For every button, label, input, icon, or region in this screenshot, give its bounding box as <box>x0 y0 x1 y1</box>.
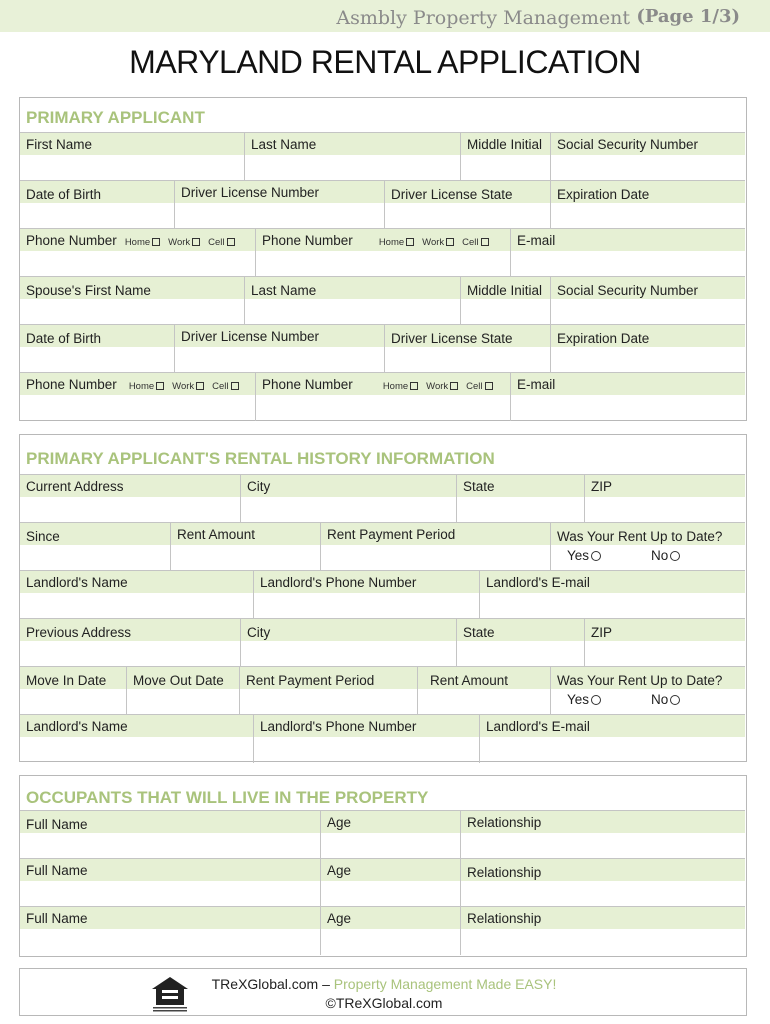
landlord-name-field[interactable] <box>20 571 253 619</box>
footer-site[interactable]: TReXGlobal.com <box>211 976 319 992</box>
move-in-field[interactable] <box>20 667 126 715</box>
spouse-expiration-field[interactable] <box>550 325 745 373</box>
spouse-last-name-field[interactable] <box>244 277 460 325</box>
field-label: Phone Number Home Work Cell <box>256 229 510 251</box>
field-label: Relationship <box>461 859 745 881</box>
field-label: Middle Initial <box>461 133 550 155</box>
occupants-section <box>19 775 747 957</box>
field-label: Full Name <box>20 811 320 833</box>
rent-period-field[interactable] <box>239 667 417 715</box>
form-row <box>20 522 745 570</box>
field-label: Driver License Number <box>175 181 384 203</box>
footer-copyright: ©TReXGlobal.com <box>325 995 443 1011</box>
first-name-field[interactable] <box>20 133 244 181</box>
full-name-field[interactable] <box>20 859 320 907</box>
expiration-field[interactable] <box>550 181 745 229</box>
field-label: Landlord's Phone Number <box>254 571 479 593</box>
field-label: City <box>241 475 456 497</box>
field-label: Rent Payment Period <box>240 667 417 689</box>
middle-initial-field[interactable] <box>460 133 550 181</box>
phone-field[interactable] <box>20 229 255 277</box>
field-label: Social Security Number <box>551 133 745 155</box>
yes-radio[interactable] <box>591 551 601 561</box>
field-label: City <box>241 619 456 641</box>
field-label: Full Name <box>20 859 320 881</box>
form-row <box>20 666 745 714</box>
field-label: ZIP <box>585 475 745 497</box>
spouse-dl-state-field[interactable] <box>384 325 550 373</box>
section-heading: OCCUPANTS THAT WILL LIVE IN THE PROPERTY <box>26 788 429 807</box>
form-row <box>20 180 745 228</box>
cell-checkbox[interactable] <box>231 382 239 390</box>
footer-dash: – <box>318 976 334 992</box>
field-label: Move In Date <box>20 667 126 689</box>
dl-number-field[interactable] <box>174 181 384 229</box>
field-label: Landlord's E-mail <box>480 715 745 737</box>
spouse-dob-field[interactable] <box>20 325 174 373</box>
field-label: Expiration Date <box>551 325 745 347</box>
spouse-phone-field[interactable] <box>255 373 510 421</box>
yes-option[interactable]: Yes <box>567 548 601 563</box>
field-label: Phone Number Home Work Cell <box>256 373 510 395</box>
field-label: Rent Amount <box>418 667 550 689</box>
header-bar <box>0 0 770 32</box>
email-field[interactable] <box>510 229 745 277</box>
field-label: E-mail <box>511 373 745 395</box>
zip-field[interactable] <box>584 619 745 667</box>
field-label: Driver License State <box>385 325 550 347</box>
no-radio[interactable] <box>670 695 680 705</box>
form-row <box>20 714 745 762</box>
form-row <box>20 618 745 666</box>
field-label: State <box>457 619 584 641</box>
cell-checkbox[interactable] <box>481 238 489 246</box>
home-checkbox[interactable] <box>410 382 418 390</box>
no-option[interactable]: No <box>651 548 680 563</box>
zip-field[interactable] <box>584 475 745 523</box>
work-checkbox[interactable] <box>450 382 458 390</box>
footer <box>19 968 747 1016</box>
field-label: Age <box>321 811 460 833</box>
form-row <box>20 474 745 522</box>
primary-applicant-section <box>19 97 747 421</box>
city-field[interactable] <box>240 619 456 667</box>
yes-option[interactable]: Yes <box>567 692 601 707</box>
work-checkbox[interactable] <box>192 238 200 246</box>
field-label: ZIP <box>585 619 745 641</box>
field-label: Move Out Date <box>127 667 239 689</box>
cell-checkbox[interactable] <box>485 382 493 390</box>
company-name: Asmbly Property Management <box>336 7 630 29</box>
spouse-first-name-field[interactable] <box>20 277 244 325</box>
city-field[interactable] <box>240 475 456 523</box>
field-label: Date of Birth <box>20 181 174 203</box>
field-label: Relationship <box>461 811 745 833</box>
work-checkbox[interactable] <box>196 382 204 390</box>
field-label: E-mail <box>511 229 745 251</box>
landlord-email-field[interactable] <box>479 715 745 763</box>
occupant-row <box>20 810 745 858</box>
spouse-phone-field[interactable] <box>20 373 255 421</box>
field-label: Date of Birth <box>20 325 174 347</box>
field-label: Rent Payment Period <box>321 523 550 545</box>
phone-field[interactable] <box>255 229 510 277</box>
field-label: Driver License State <box>385 181 550 203</box>
landlord-email-field[interactable] <box>479 571 745 619</box>
field-label: Landlord's Name <box>20 571 253 593</box>
field-label: Since <box>20 523 170 545</box>
spouse-email-field[interactable] <box>510 373 745 421</box>
field-label: Expiration Date <box>551 181 745 203</box>
field-label: State <box>457 475 584 497</box>
field-label: Social Security Number <box>551 277 745 299</box>
relationship-field[interactable] <box>460 907 745 955</box>
home-checkbox[interactable] <box>152 238 160 246</box>
rent-up-to-date-field <box>550 667 745 715</box>
landlord-phone-field[interactable] <box>253 715 479 763</box>
field-label: First Name <box>20 133 244 155</box>
home-checkbox[interactable] <box>156 382 164 390</box>
current-address-field[interactable] <box>20 475 240 523</box>
rental-history-section <box>19 434 747 762</box>
spouse-ssn-field[interactable] <box>550 277 745 325</box>
field-label: Was Your Rent Up to Date? <box>551 667 745 689</box>
spouse-dl-number-field[interactable] <box>174 325 384 373</box>
field-label: Phone Number Home Work Cell <box>20 373 255 395</box>
cell-checkbox[interactable] <box>227 238 235 246</box>
footer-tagline: Property Management Made EASY! <box>333 976 557 992</box>
form-row <box>20 132 745 180</box>
rent-amount-field[interactable] <box>417 667 550 715</box>
section-heading: PRIMARY APPLICANT <box>26 108 205 127</box>
occupant-row <box>20 906 745 954</box>
spouse-middle-initial-field[interactable] <box>460 277 550 325</box>
form-row <box>20 324 745 372</box>
relationship-field[interactable] <box>460 859 745 907</box>
field-label: Previous Address <box>20 619 240 641</box>
no-option[interactable]: No <box>651 692 680 707</box>
ssn-field[interactable] <box>550 133 745 181</box>
field-label: Phone Number Home Work Cell <box>20 229 255 251</box>
home-checkbox[interactable] <box>406 238 414 246</box>
age-field[interactable] <box>320 811 460 859</box>
field-label: Last Name <box>245 133 460 155</box>
field-label: Current Address <box>20 475 240 497</box>
occupant-row <box>20 858 745 906</box>
rent-period-field[interactable] <box>320 523 550 571</box>
field-label: Age <box>321 859 460 881</box>
page-title: MARYLAND RENTAL APPLICATION <box>129 44 641 80</box>
field-label: Landlord's E-mail <box>480 571 745 593</box>
page-number: (Page 1/3) <box>636 6 740 27</box>
landlord-name-field[interactable] <box>20 715 253 763</box>
move-out-field[interactable] <box>126 667 239 715</box>
footer-line <box>20 976 748 992</box>
relationship-field[interactable] <box>460 811 745 859</box>
field-label: Middle Initial <box>461 277 550 299</box>
form-row <box>20 228 745 276</box>
field-label: Driver License Number <box>175 325 384 347</box>
form-row <box>20 570 745 618</box>
dl-state-field[interactable] <box>384 181 550 229</box>
last-name-field[interactable] <box>244 133 460 181</box>
form-row <box>20 276 745 324</box>
work-checkbox[interactable] <box>446 238 454 246</box>
full-name-field[interactable] <box>20 907 320 955</box>
no-radio[interactable] <box>670 551 680 561</box>
since-field[interactable] <box>20 523 170 571</box>
full-name-field[interactable] <box>20 811 320 859</box>
field-label: Was Your Rent Up to Date? <box>551 523 745 545</box>
field-label: Landlord's Name <box>20 715 253 737</box>
field-label: Age <box>321 907 460 929</box>
field-label: Landlord's Phone Number <box>254 715 479 737</box>
field-label: Spouse's First Name <box>20 277 244 299</box>
landlord-phone-field[interactable] <box>253 571 479 619</box>
dob-field[interactable] <box>20 181 174 229</box>
form-row <box>20 372 745 420</box>
age-field[interactable] <box>320 859 460 907</box>
section-heading: PRIMARY APPLICANT'S RENTAL HISTORY INFORMATION <box>26 449 495 468</box>
state-field[interactable] <box>456 619 584 667</box>
state-field[interactable] <box>456 475 584 523</box>
field-label: Rent Amount <box>171 523 320 545</box>
rent-amount-field[interactable] <box>170 523 320 571</box>
field-label: Relationship <box>461 907 745 929</box>
field-label: Full Name <box>20 907 320 929</box>
field-label: Last Name <box>245 277 460 299</box>
yes-radio[interactable] <box>591 695 601 705</box>
age-field[interactable] <box>320 907 460 955</box>
rent-up-to-date-field <box>550 523 745 571</box>
previous-address-field[interactable] <box>20 619 240 667</box>
